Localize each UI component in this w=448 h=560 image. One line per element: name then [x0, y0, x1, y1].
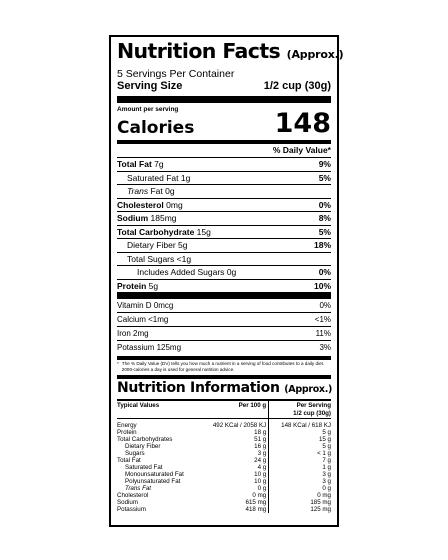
- info-row-total-carbohydrates: [117, 436, 331, 443]
- vitamin-pct: 3%: [319, 343, 331, 352]
- info-per100: 16 g: [200, 443, 269, 450]
- info-row-sugars: [117, 450, 331, 457]
- nutrient-row-dietary-fiber: [117, 239, 331, 253]
- info-name: Dietary Fiber: [125, 443, 161, 450]
- info-name: Sugars: [125, 450, 145, 457]
- facts-title: [117, 39, 344, 67]
- nutrient-amount: 185mg: [150, 213, 177, 223]
- info-serving: 148 KCal / 618 KJ: [281, 422, 331, 429]
- info-per100: 10 g: [200, 471, 269, 478]
- info-name: Polyunsaturated Fat: [125, 478, 181, 485]
- nutrient-pct: 0%: [318, 199, 331, 210]
- info-per100: 24 g: [200, 457, 269, 464]
- nutrient-row-total-carbohydrate: [117, 226, 331, 240]
- medium-divider: [117, 356, 331, 360]
- info-serving: < 1 g: [317, 450, 331, 457]
- info-per100: 492 KCal / 2058 KJ: [200, 419, 269, 430]
- nutrient-row-saturated-fat: [117, 172, 331, 186]
- info-approx: (Approx.): [284, 384, 333, 395]
- nutrient-pct: 5%: [318, 226, 331, 237]
- vitamin-row-vitamin-d: [117, 299, 331, 313]
- info-serving: 5 g: [322, 443, 331, 450]
- nutrient-row-protein: [117, 280, 331, 293]
- info-serving: 0 g: [322, 485, 331, 492]
- info-row-dietary-fiber: [117, 443, 331, 450]
- info-name: Trans Fat: [125, 485, 152, 492]
- info-name: Total Fat: [117, 457, 141, 464]
- vitamin-pct: 11%: [315, 329, 331, 338]
- vitamin-pct: <1%: [314, 315, 331, 324]
- nutrient-pct: 5%: [318, 172, 331, 183]
- serving-size-value: 1/2 cup (30g): [263, 80, 331, 92]
- footnote-text: The % Daily Value (DV) tells you how much a nutrient in a serving of food contributes to a daily diet. 2000-calories a day is used for general nutrition advice.: [121, 361, 325, 372]
- thick-divider: [117, 292, 331, 299]
- info-per100: 0 g: [200, 485, 269, 492]
- nutrient-row-cholesterol: [117, 199, 331, 213]
- nutrient-amount: <1g: [176, 253, 192, 264]
- calories-value: 148: [274, 108, 331, 139]
- nutrient-row-total-sugars: [117, 253, 331, 267]
- nutrient-name: Trans: [127, 186, 149, 196]
- info-serving: 125 mg: [310, 506, 331, 513]
- info-serving: 3 g: [322, 478, 331, 485]
- nutrient-amount: 5g: [148, 280, 159, 291]
- info-serving: 7 g: [322, 457, 331, 464]
- info-serving: 3 g: [322, 471, 331, 478]
- info-serving: 15 g: [318, 436, 331, 443]
- nutrient-name: Total Carbohydrate: [117, 226, 195, 237]
- facts-title-text: Nutrition Facts: [117, 39, 281, 63]
- nutrient-name: Includes Added Sugars: [137, 267, 225, 277]
- col-per-serving-line1: Per Serving: [296, 402, 331, 409]
- info-name: Saturated Fat: [125, 464, 163, 471]
- info-name: Monounsaturated Fat: [125, 471, 184, 478]
- amount-per-serving: Amount per serving: [117, 106, 179, 113]
- vitamin-name: Iron 2mg: [117, 329, 149, 338]
- info-row-cholesterol: [117, 492, 331, 499]
- nutrient-name: Total Sugars: [127, 253, 175, 264]
- info-name: Protein: [117, 429, 137, 436]
- info-serving: 1 g: [322, 464, 331, 471]
- vitamin-row-calcium: [117, 313, 331, 327]
- calories-row: [117, 110, 331, 138]
- nutrient-row-trans-fat: [117, 185, 331, 199]
- vitamin-name: Calcium <1mg: [117, 315, 169, 324]
- info-row-trans-fat: [117, 485, 331, 492]
- nutrient-row-sodium: [117, 212, 331, 226]
- info-name: Cholesterol: [117, 492, 149, 499]
- info-title-text: Nutrition Information: [117, 380, 280, 396]
- nutrient-amount: Fat 0g: [150, 186, 175, 196]
- calories-label: Calories: [117, 118, 195, 138]
- section-divider: [117, 375, 331, 379]
- info-header-row: [117, 401, 331, 419]
- nutrient-pct: 10%: [313, 280, 331, 291]
- col-per-serving: [269, 401, 331, 419]
- info-serving: 5 g: [322, 429, 331, 436]
- nutrient-pct: 9%: [318, 159, 331, 169]
- serving-size-row: [117, 80, 331, 93]
- vitamin-name: Potassium 125mg: [117, 343, 182, 352]
- info-per100: 418 mg: [200, 506, 269, 513]
- nutrient-name: Cholesterol: [117, 199, 164, 210]
- info-per100: 0 mg: [200, 492, 269, 499]
- vitamin-row-potassium: [117, 341, 331, 354]
- facts-approx: (Approx.): [286, 48, 344, 61]
- nutrient-pct: 18%: [313, 240, 331, 250]
- nutrient-amount: 0mg: [166, 199, 183, 210]
- col-typical-values: Typical Values: [117, 401, 200, 419]
- info-per100: 51 g: [200, 436, 269, 443]
- nutrient-row-total-fat: [117, 158, 331, 172]
- col-per-serving-line2: 1/2 cup (30g): [293, 410, 331, 417]
- serving-size-label: Serving Size: [117, 80, 183, 92]
- info-row-energy: [117, 419, 331, 430]
- servings-per-container: 5 Servings Per Container: [117, 68, 235, 80]
- vitamin-row-iron: [117, 327, 331, 341]
- info-per100: 18 g: [200, 429, 269, 436]
- info-name: Energy: [117, 422, 137, 429]
- info-serving: 185 mg: [310, 499, 331, 506]
- info-per100: 615 mg: [200, 499, 269, 506]
- col-per-100g: Per 100 g: [200, 401, 269, 419]
- info-per100: 10 g: [200, 478, 269, 485]
- nutrient-name: Dietary Fiber: [127, 240, 176, 250]
- info-per100: 3 g: [200, 450, 269, 457]
- info-row-protein: [117, 429, 331, 436]
- nutrition-label: [109, 35, 344, 527]
- info-per100: 4 g: [200, 464, 269, 471]
- nutrient-amount: 1g: [180, 172, 191, 183]
- nutrient-amount: 0g: [226, 267, 237, 277]
- nutrient-amount: 5g: [178, 240, 188, 250]
- nutrient-pct: 8%: [318, 213, 331, 223]
- info-title: [117, 380, 331, 398]
- nutrient-name: Total Fat: [117, 159, 152, 169]
- info-name: Potassium: [117, 506, 146, 513]
- vitamin-pct: 0%: [319, 301, 331, 310]
- nutrient-name: Protein: [117, 280, 147, 291]
- nutrient-name: Sodium: [117, 213, 149, 223]
- info-name: Sodium: [117, 499, 138, 506]
- nutrient-amount: 15g: [196, 226, 211, 237]
- nutrition-info-table: [117, 401, 331, 513]
- info-row-sodium: [117, 499, 331, 506]
- nutrient-pct: 0%: [318, 267, 331, 277]
- thick-divider: [117, 96, 331, 103]
- nutrient-amount: 7g: [154, 159, 164, 169]
- info-name: Total Carbohydrates: [117, 436, 173, 443]
- info-row-saturated-fat: [117, 464, 331, 471]
- footnote: [117, 361, 331, 373]
- footnote-star: *: [117, 361, 119, 366]
- info-row-total-fat: [117, 457, 331, 464]
- nutrient-name: Saturated Fat: [127, 172, 179, 183]
- nutrient-row-added-sugars: [117, 266, 331, 280]
- daily-value-header: % Daily Value*: [117, 144, 331, 158]
- info-row-potassium: [117, 506, 331, 513]
- info-row-monounsaturated-fat: [117, 471, 331, 478]
- info-serving: 0 mg: [317, 492, 331, 499]
- vitamin-name: Vitamin D 0mcg: [117, 301, 174, 310]
- info-row-polyunsaturated-fat: [117, 478, 331, 485]
